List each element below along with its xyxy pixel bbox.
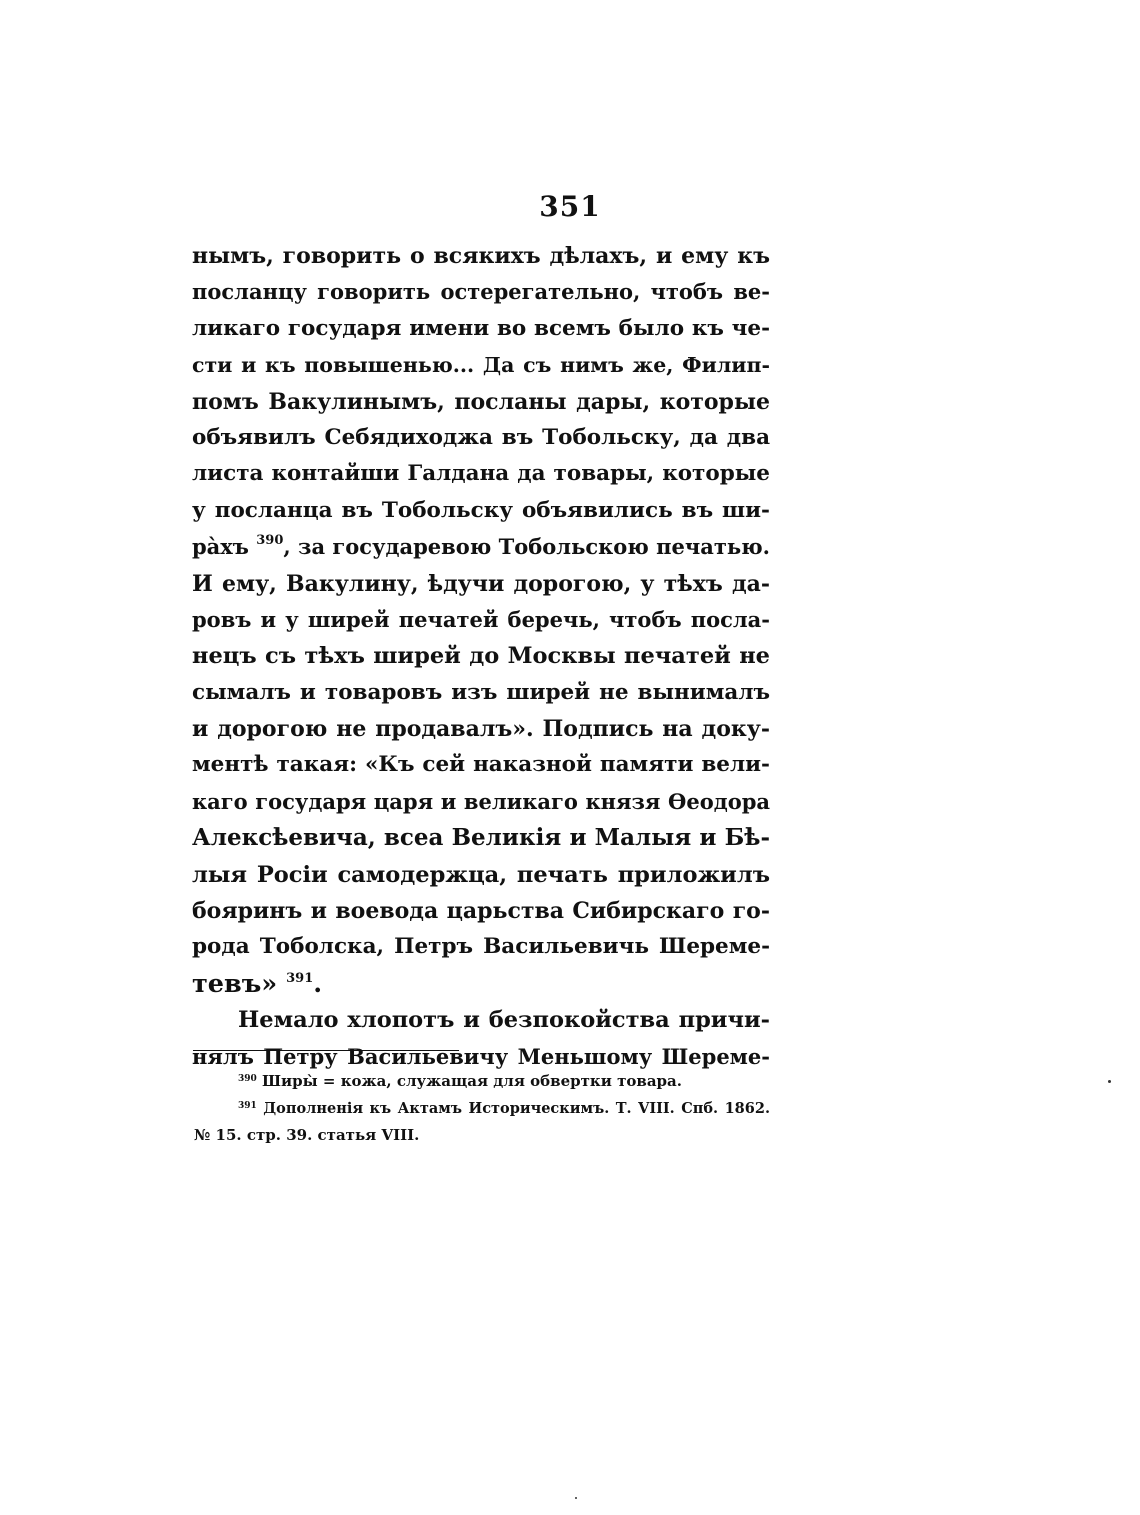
footnote-mark: 390 (238, 1074, 257, 1084)
footnote-text: Дополненія къ Актамъ Историческимъ. Т. VIII. Спб. 1862. (256, 1100, 770, 1117)
text-line-with-footnote-391 (192, 966, 770, 1002)
text-line: помъ Вакулинымъ, посланы дары, которые (192, 388, 770, 415)
footnote-mark: 391 (238, 1101, 257, 1111)
footnote-divider (193, 1050, 459, 1051)
text-line: объявилъ Себядиходжа въ Тобольску, да два (192, 424, 770, 450)
scan-speck (1108, 1080, 1111, 1083)
text-line: нымъ, говорить о всякихъ дѣлахъ, и ему къ (192, 243, 770, 269)
text-line: Алексѣевича, всеа Великія и Малыя и Бѣ- (192, 824, 770, 852)
footnote-text: Ширы̀ = кожа, служащая для обвертки товара. (256, 1072, 682, 1090)
text-line: сти и къ повышенью... Да съ нимъ же, Филип- (192, 353, 770, 378)
text-line: нялъ Петру Васильевичу Меньшому Шереме- (192, 1043, 770, 1069)
text-line: ровъ и у ширей печатей беречь, чтобъ посла- (192, 606, 770, 632)
text-line: бояринъ и воевода царьства Сибирскаго го- (192, 898, 770, 925)
text-line: лыя Росіи самодержца, печать приложилъ (192, 861, 770, 888)
text-fragment: . (313, 968, 323, 999)
paragraph-start-line: Немало хлопотъ и безпокойства причи- (238, 1007, 770, 1034)
text-fragment: ра̀хъ (192, 534, 257, 560)
text-line: ментѣ такая: «Къ сей наказной памяти вели- (192, 752, 770, 778)
text-line: сымалъ и товаровъ изъ ширей не вынималъ (192, 679, 770, 705)
text-fragment: тевъ» (192, 968, 278, 999)
text-line: ликаго государя имени во всемъ было къ че- (192, 315, 770, 341)
footnote-390 (194, 1068, 770, 1095)
text-line: каго государя царя и великаго князя Ѳеодора (192, 788, 770, 814)
text-line: посланцу говорить остерегательно, чтобъ ве- (192, 279, 770, 305)
text-line: рода Тоболска, Петръ Васильевичь Шереме- (192, 934, 770, 960)
text-fragment: , за государевою Тобольскою печатью. (283, 534, 770, 560)
text-line: листа контайши Галдана да товары, которые (192, 461, 770, 487)
main-text (192, 238, 770, 1075)
text-line-with-footnote-390 (192, 529, 770, 565)
text-line: у посланца въ Тобольску объявились въ ши- (192, 497, 770, 523)
footnotes (194, 1068, 770, 1149)
footnote-reference-391: 391 (286, 970, 314, 986)
footnote-391-continuation: № 15. стр. 39. статья VIII. (194, 1126, 420, 1144)
footnote-391 (194, 1095, 770, 1122)
text-line: и дорогою не продавалъ». Подпись на доку- (192, 716, 770, 743)
scan-speck (575, 1497, 577, 1499)
text-line: И ему, Вакулину, ѣдучи дорогою, у тѣхъ да- (192, 570, 770, 597)
footnote-reference-390: 390 (256, 533, 284, 549)
text-line: нецъ съ тѣхъ ширей до Москвы печатей не (192, 643, 770, 670)
page-number: 351 (539, 190, 601, 223)
